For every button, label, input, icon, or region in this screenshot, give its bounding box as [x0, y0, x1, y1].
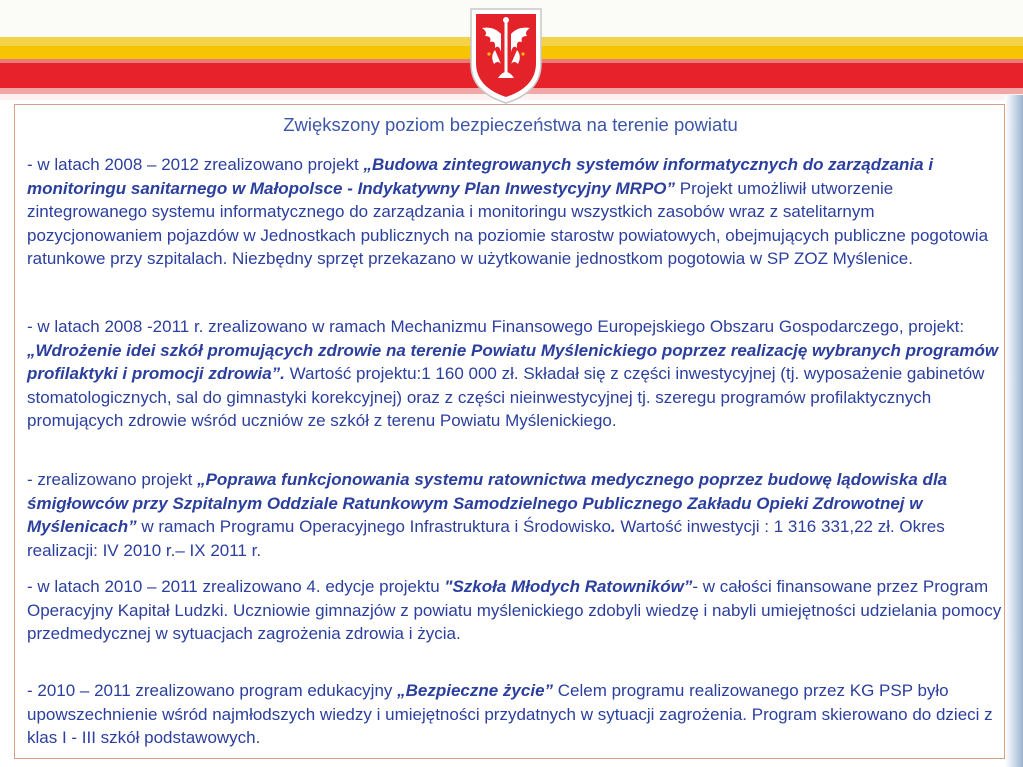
paragraph-health-schools: - w latach 2008 -2011 r. zrealizowano w ramach Mechanizmu Finansowego Europejskiego Obszaru Gospodarczego, projekt: „Wdrożenie idei szkół promujących zdrowie na terenie Powiatu Myślenickiego poprzez realizację wybranych programów profilaktyki i promocji zdrowia”. Wartość projektu:1 160 000 zł. Składał się z części inwestycyjnej (tj. wyposażenie gabinetów stomatologicznych, sal do gimnastyki korekcyjnej) oraz z części nieinwestycyjnej tj. szeregu programów profilaktycznych promujących zdrowie wśród uczniów ze szkół z terenu Powiatu Myślenickiego.: [27, 317, 999, 430]
paragraph-monitoring-system: - w latach 2008 – 2012 zrealizowano projekt „Budowa zintegrowanych systemów informatycznych do zarządzania i monitoringu sanitarnego w Małopolsce - Indykatywny Plan Inwestycyjny MRPO” Projekt umożliwił utworzenie zintegrowanego systemu informatycznego do zarządzania i monitoringu wszystkich zasobów wraz z satelitarnym pozycjonowaniem pojazdów w Jednostkach publicznych na poziomie starostw powiatowych, obejmujących publiczne pogotowia ratunkowe przy szpitalach. Niezbędny sprzęt przekazano w użytkowanie jednostkom pogotowia w SP ZOZ Myślenice.: [27, 155, 989, 268]
paragraph-young-rescuers: - w latach 2010 – 2011 zrealizowano 4. edycje projektu "Szkoła Młodych Ratowników”- w całości finansowane przez Program Operacyjny Kapitał Ludzki. Uczniowie gimnazjów z powiatu myślenickiego zdobyli wiedzę i nabyli umiejętności udzielania pomocy przedmedycznej w sytuacjach zagrożenia zdrowia i życia.: [27, 577, 1002, 643]
project-title-monitoring: „Budowa zintegrowanych systemów informatycznych do zarządzania i monitoringu sanitarnego w Małopolsce - Indykatywny Plan Inwestycyjny MRPO”: [27, 155, 934, 198]
page-title: Zwiększony poziom bezpieczeństwa na terenie powiatu: [283, 114, 738, 135]
project-title-young-rescuers: "Szkoła Młodych Ratowników”: [444, 577, 693, 596]
coat-of-arms-icon: [468, 6, 544, 106]
right-gradient-edge: [1005, 95, 1023, 767]
project-title-health-schools: „Wdrożenie idei szkół promujących zdrowie na terenie Powiatu Myślenickiego poprzez realizację wybranych programów profilaktyki i promocji zdrowia”.: [27, 340, 999, 383]
paragraph-safe-life: - 2010 – 2011 zrealizowano program edukacyjny „Bezpieczne życie” Celem programu realizowanego przez KG PSP było upowszechnienie wśród najmłodszych wiedzy i umiejętności przydatnych w sytuacji zagrożenia. Program skierowano do dzieci z klas I - III szkół podstawowych.: [27, 681, 993, 747]
content-box: [14, 104, 1005, 759]
paragraph-helipad: - zrealizowano projekt „Poprawa funkcjonowania systemu ratownictwa medycznego poprzez budowę lądowiska dla śmigłowców przy Szpitalnym Oddziale Ratunkowym Samodzielnego Publicznego Zakładu Opieki Zdrowotnej w Myślenicach” w ramach Programu Operacyjnego Infrastruktura i Środowisko. Wartość inwestycji : 1 316 331,22 zł. Okres realizacji: IV 2010 r.– IX 2011 r.: [27, 470, 948, 560]
project-title-helipad: „Poprawa funkcjonowania systemu ratownictwa medycznego poprzez budowę lądowiska dla śmigłowców przy Szpitalnym Oddziale Ratunkowym Samodzielnego Publicznego Zakładu Opieki Zdrowotnej w Myślenicach”: [27, 470, 948, 536]
project-title-safe-life: „Bezpieczne życie”: [397, 681, 554, 700]
